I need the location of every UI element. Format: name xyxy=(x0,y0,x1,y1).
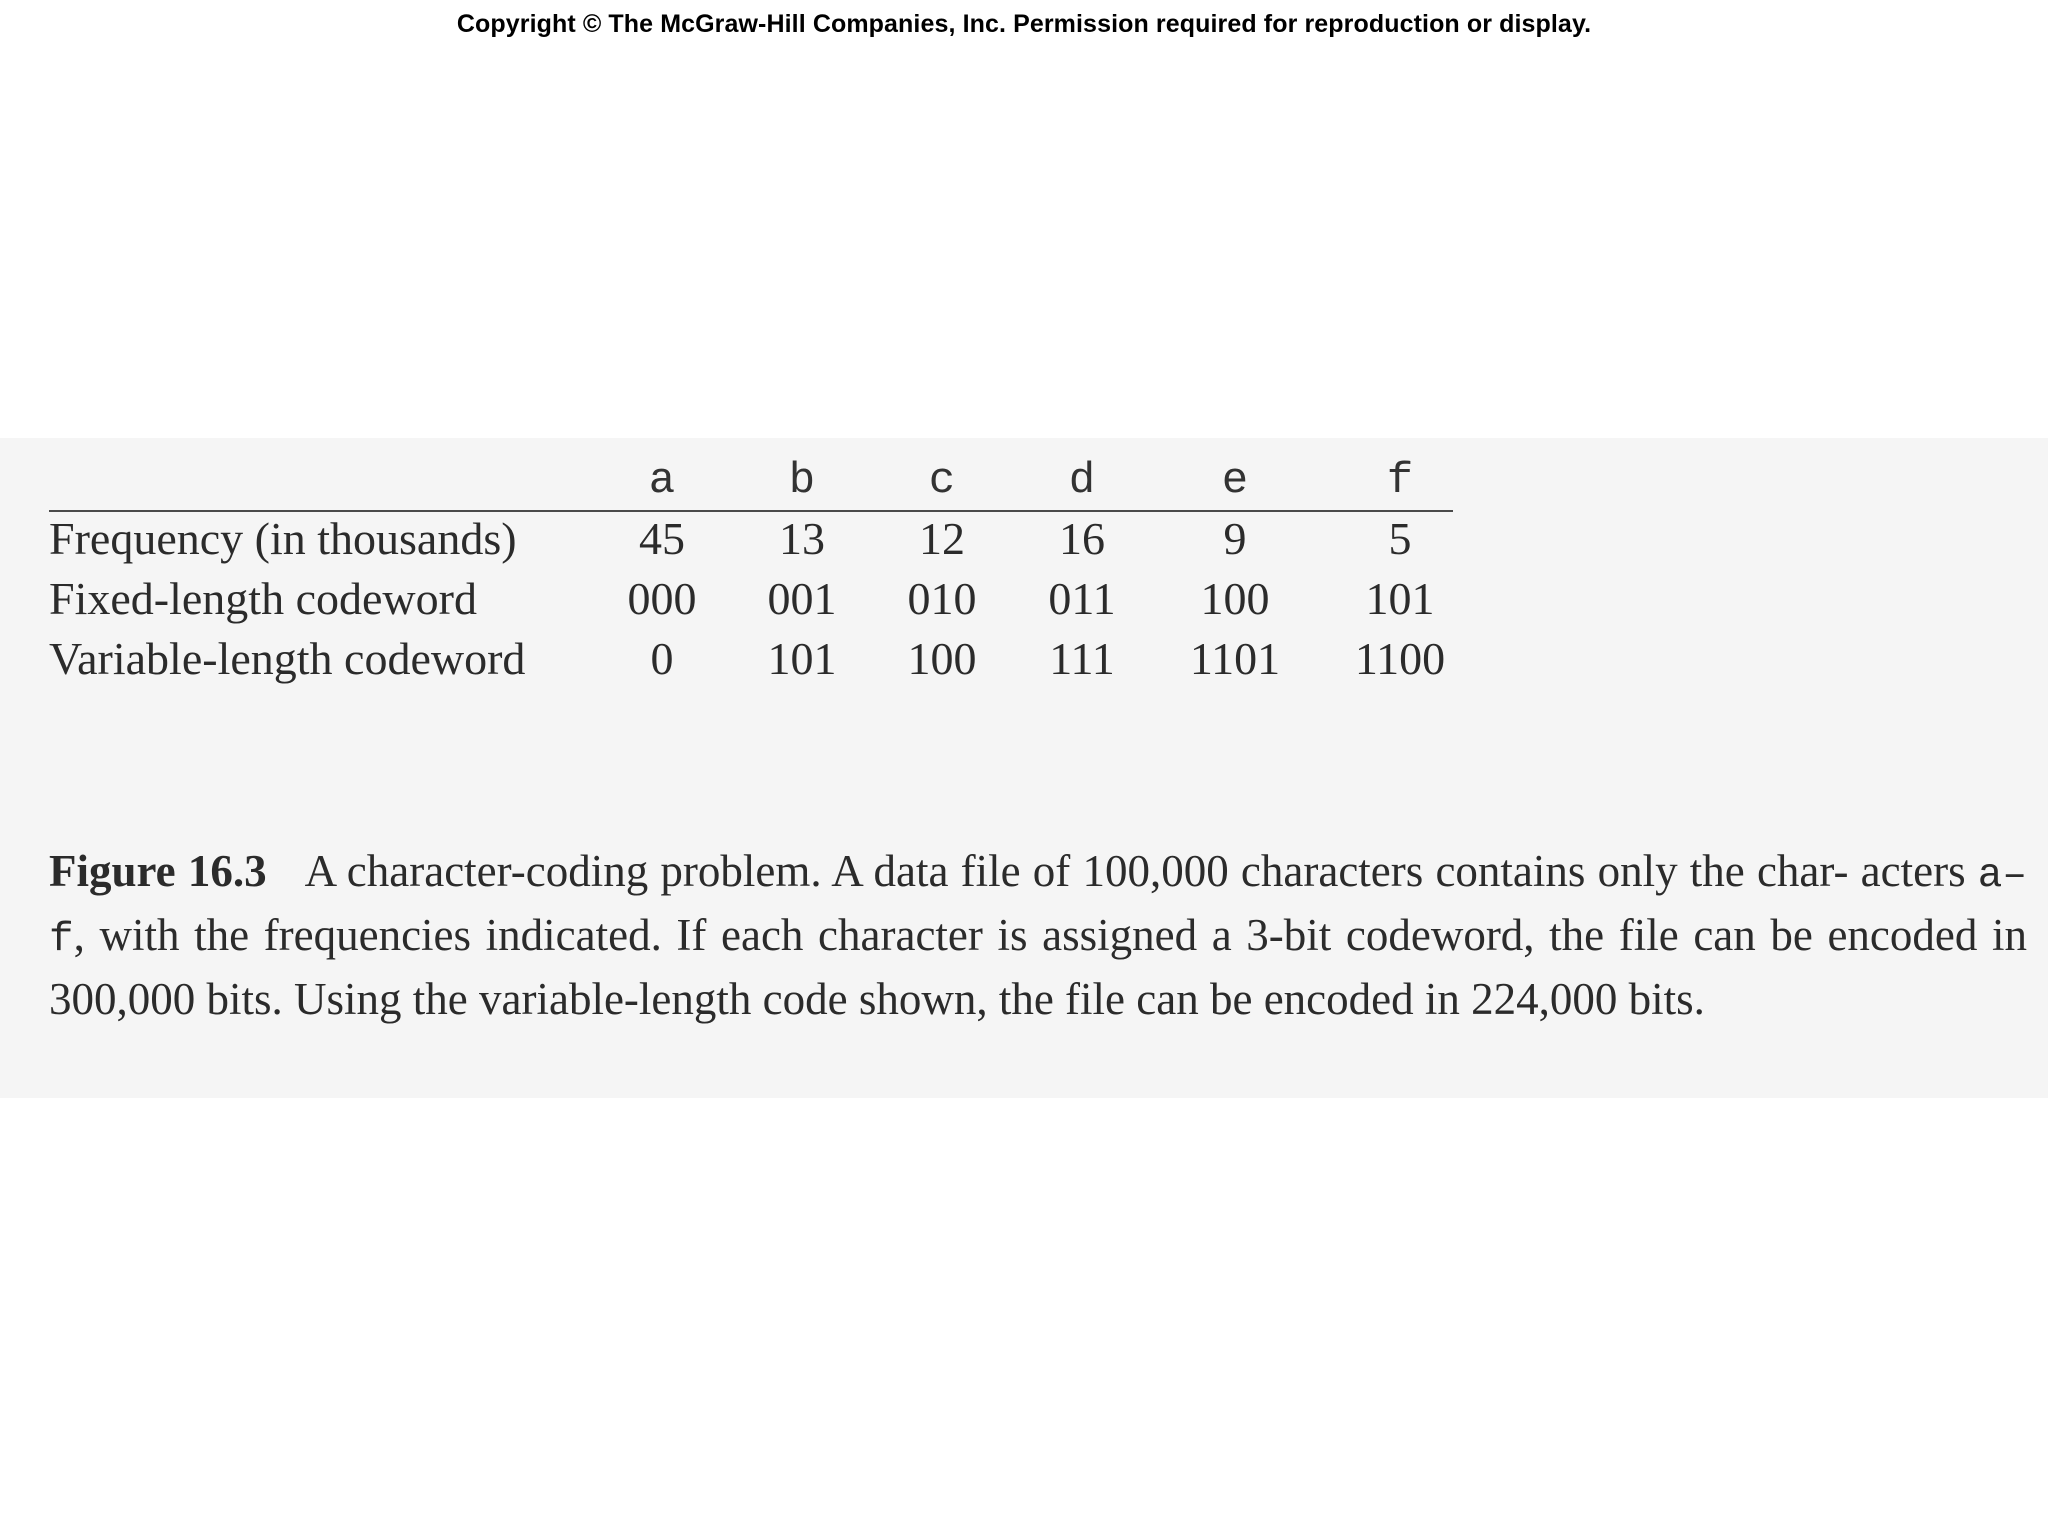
column-header-a: a xyxy=(648,456,676,506)
table-cell: 1101 xyxy=(1189,633,1281,684)
row-label-frequency: Frequency (in thousands) xyxy=(49,513,517,564)
table-cell: 011 xyxy=(1048,573,1116,624)
table-cell: 111 xyxy=(1049,633,1115,684)
table-cell: 101 xyxy=(1365,573,1435,624)
column-header-d: d xyxy=(1068,456,1096,506)
table-cell: 9 xyxy=(1223,513,1247,564)
table-cell: 13 xyxy=(779,513,825,564)
table-cell: 101 xyxy=(767,633,837,684)
table-cell: 5 xyxy=(1388,513,1412,564)
table-cell: 000 xyxy=(627,573,697,624)
column-header-b: b xyxy=(788,456,816,506)
table-cell: 0 xyxy=(650,633,674,684)
table-cell: 100 xyxy=(1200,573,1270,624)
table-cell: 100 xyxy=(907,633,977,684)
row-label-fixed-length: Fixed-length codeword xyxy=(49,573,477,624)
caption-text: A character-coding problem. A data file of 100,000 characters contains only the char- acters xyxy=(304,846,1978,896)
row-label-variable-length: Variable-length codeword xyxy=(49,633,526,684)
table-cell: 12 xyxy=(919,513,965,564)
table-cell: 45 xyxy=(639,513,685,564)
caption-character-range: a–f xyxy=(49,853,2027,963)
copyright-notice: Copyright © The McGraw-Hill Companies, Inc. Permission required for reproduction or display. xyxy=(456,10,1592,38)
column-header-e: e xyxy=(1221,456,1249,506)
table-cell: 010 xyxy=(907,573,977,624)
table-cell: 001 xyxy=(767,573,837,624)
caption-text-continued: , with the frequencies indicated. If each character is assigned a 3-bit codeword, the file can be encoded in 300,000 bits. Using the variable-length code shown, the file can be encoded in 224,000 bits. xyxy=(49,910,2027,1024)
table-cell: 1100 xyxy=(1354,633,1446,684)
figure-caption xyxy=(49,842,2027,1029)
table-cell: 16 xyxy=(1059,513,1105,564)
figure-label: Figure 16.3 xyxy=(49,846,267,896)
column-header-f: f xyxy=(1386,456,1414,506)
column-header-c: c xyxy=(928,456,956,506)
